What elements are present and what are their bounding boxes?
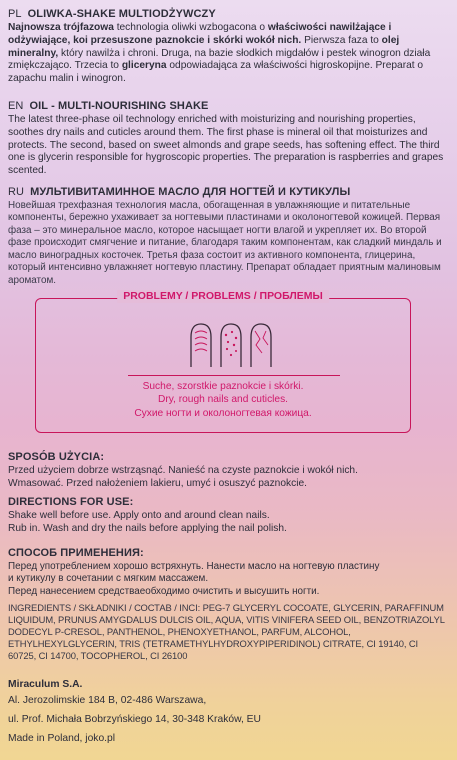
title-pl: OLIWKA-SHAKE MULTIODŻYWCZY [27, 8, 216, 20]
lang-code-ru: RU [8, 186, 25, 198]
usage-line: Wmasować. Przed nałożeniem lakieru, umyć i osuszyć paznokcie. [8, 477, 307, 489]
address-line: Al. Jerozolimskie 184 B, 02-486 Warszawa, [8, 695, 207, 707]
section-pl [8, 8, 447, 86]
usage-line: Перед употреблением хорошо встряхнуть. Нанести масло на ногтевую пластину [8, 560, 380, 572]
heading-en [8, 100, 447, 114]
heading-ru [8, 186, 447, 200]
problem-line-en: Dry, rough nails and cuticles. [157, 394, 289, 406]
address-line: Made in Poland, joko.pl [8, 732, 116, 744]
address-line: ul. Prof. Michała Bobrzyńskiego 14, 30-348 Kraków, EU [8, 713, 261, 725]
usage-line: Przed użyciem dobrze wstrząsnąć. Nanieść na czyste paznokcie i wokół nich. [8, 464, 358, 476]
title-en: OIL - MULTI-NOURISHING SHAKE [29, 100, 209, 112]
ingredients-list: INGREDIENTS / SKŁADNIKI / СОСТАВ / INCI: PEG-7 GLYCERYL COCOATE, GLYCERIN, PARAFFINUM LIQUIDUM, PRUNUS AMYGDALUS DULCIS OIL, AQUA, VITIS VINIFERA SEED OIL, BENZOTRIAZOLYL DODECYL P-CRESOL, PANTHENOL, PHENOXYETHANOL, PARFUM, ALCOHOL, ETHYLHEXYLGLYCERIN, TRIS (TETRAMETHYLHYDROXYPIPERIDINOL) CITRATE, CI 19140, CI 60725, CI 14700, TOCOPHEROL, CI 26100 [8, 602, 445, 661]
problems-description [36, 380, 410, 420]
company-name: Miraculum S.A. [8, 679, 83, 690]
damaged-nails-icon [186, 321, 276, 369]
lang-code-en: EN [8, 100, 24, 112]
heading-pl [8, 8, 447, 22]
section-en [8, 100, 447, 178]
description-pl: Najnowsza trójfazowa technologia oliwki wzbogacona o właściwości nawilżające i odżywiające, koi przesuszone paznokcie i skórki wokół nich. Pierwsza faza to olej mineralny, który nawilża i chroni. Druga, na bazie słodkich migdałów i pestek winogron działa zmiękczająco. Trzecia to gliceryna odpowiadająca za właściwości higroskopijne. Preparat o zapachu malin i winogron. [8, 21, 431, 85]
problem-line-pl: Suche, szorstkie paznokcie i skórki. [142, 381, 304, 392]
description-ru: Новейшая трехфазная технология масла, обогащенная в увлажняющие и питательные компоненты, бережно ухаживает за ногтевыми пластинами и околоногтевой кожицей. Первая фаза – это минеральное масло, которое насыщает ногти влагой и укрепляет их. Во второй фазе происходит смягчение и питание, благодаря таким компонентам, как сладкий миндаль и масло виноградных косточек. Третья фаза состоит из активного компонента, глицерина, который интенсивно увлажняет ногтевую пластину. Препарат обладает приятным малиновым ароматом. [8, 199, 442, 286]
usage-en [8, 496, 447, 536]
usage-title-en: DIRECTIONS FOR USE: [8, 496, 134, 508]
usage-line: и кутикулу в сочетании с мягким массажем. [8, 573, 209, 585]
usage-title-ru: СПОСОБ ПРИМЕНЕНИЯ: [8, 547, 144, 559]
title-ru: МУЛЬТИВИТАМИННОЕ МАСЛО ДЛЯ НОГТЕЙ И КУТИКУЛЫ [30, 186, 351, 198]
manufacturer-address [8, 677, 447, 748]
lang-code-pl: PL [8, 8, 22, 20]
usage-pl [8, 451, 447, 491]
problems-box [35, 290, 411, 433]
problems-title: PROBLEMY / PROBLEMS / ПРОБЛЕМЫ [117, 290, 329, 303]
usage-title-pl: SPOSÓB UŻYCIA: [8, 451, 105, 463]
usage-ru [8, 547, 447, 598]
usage-line: Rub in. Wash and dry the nails before applying the nail polish. [8, 522, 287, 534]
section-ru [8, 186, 447, 287]
description-en: The latest three-phase oil technology enriched with moisturizing and nourishing properties, soothes dry nails and cuticles around them. The first phase is mineral oil that moisturizes and protects. The second, based on sweet almonds and grape seeds, has softening effect. The third one is glycerin responsible for hygroscopic properties. The preparation is raspberries and grapes scented. [8, 113, 444, 177]
divider [128, 375, 340, 376]
usage-line: Shake well before use. Apply onto and around clean nails. [8, 509, 270, 521]
problem-line-ru: Сухие ногти и околоногтевая кожица. [134, 407, 312, 419]
usage-line: Перед нанесением средстваеобходимо очистить и высушить ногти. [8, 585, 320, 597]
